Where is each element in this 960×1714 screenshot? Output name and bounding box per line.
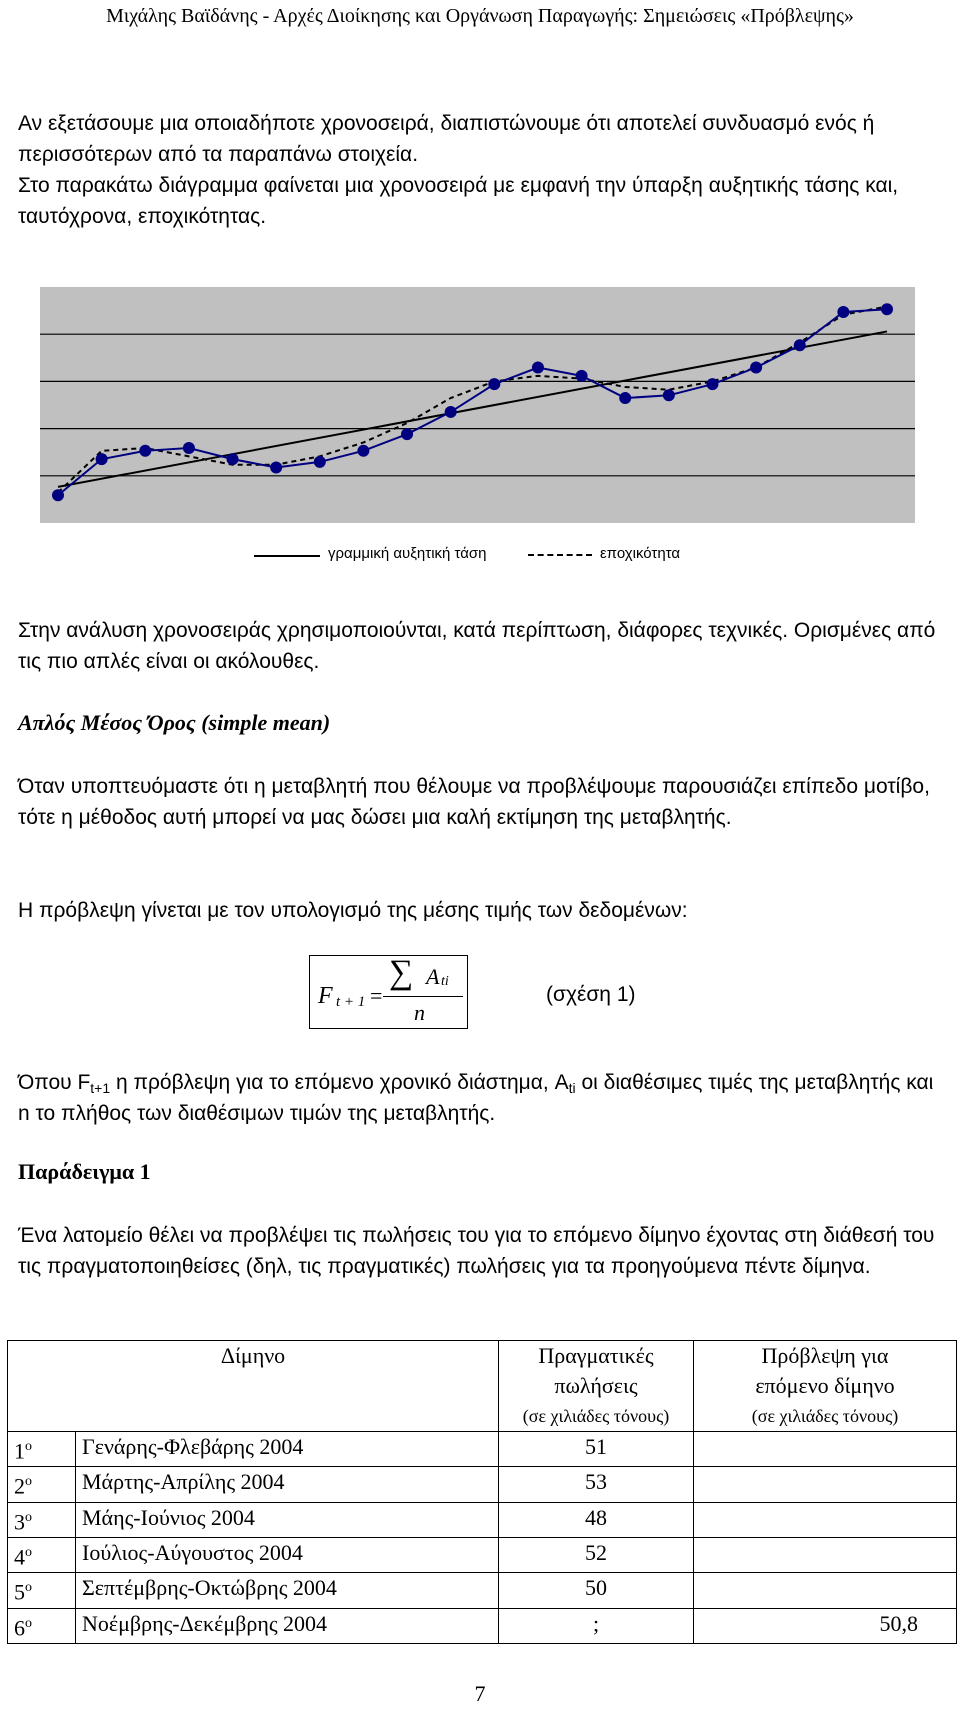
legend-dashed-line — [528, 554, 592, 556]
formula-A-subscript: ti — [441, 974, 449, 989]
simple-mean-paragraph-1: Όταν υποπτευόμαστε ότι η μεταβλητή που θέλουμε να προβλέψουμε παρουσιάζει επίπεδο μοτίβο, τότε η μέθοδος αυτή μπορεί να μας δώσει μια καλή εκτίμηση της μεταβλητής. — [18, 775, 930, 829]
chart-legend — [0, 543, 960, 567]
time-series-chart — [40, 287, 915, 523]
row-forecast — [694, 1537, 957, 1572]
row-actual: ; — [499, 1608, 694, 1643]
data-point — [52, 489, 64, 501]
row-number: 4 — [14, 1544, 25, 1570]
formula-F: F — [318, 983, 333, 1009]
legend-trend-label: γραμμική αυξητική τάση — [328, 545, 487, 562]
explanation-part-3: οι διαθέσιμες τιμές της μεταβλητής και n το πλήθος των διαθέσιμων τιμών της μεταβλητής. — [18, 1071, 934, 1125]
row-actual: 50 — [499, 1573, 694, 1608]
row-forecast — [694, 1467, 957, 1502]
row-period: Ιούλιος-Αύγουστος 2004 — [76, 1537, 499, 1572]
data-point — [750, 362, 762, 374]
header-actual — [499, 1341, 694, 1432]
table-row — [8, 1467, 957, 1502]
data-point — [706, 378, 718, 390]
example-paragraph: Ένα λατομείο θέλει να προβλέψει τις πωλήσεις του για το επόμενο δίμηνο έχοντας στη διάθεσή του τις πραγματοποιηθείσες (δηλ, τις πραγματικές) πωλήσεις για τα προηγούμενα πέντε δίμηνα. — [18, 1224, 935, 1278]
chart-plot-area — [40, 287, 915, 523]
row-forecast — [694, 1502, 957, 1537]
legend-solid-line — [254, 555, 320, 557]
data-point — [576, 370, 588, 382]
row-actual: 48 — [499, 1502, 694, 1537]
row-ordinal — [8, 1608, 76, 1643]
header-forecast-line-2: επόμενο δίμηνο — [755, 1373, 895, 1398]
explanation-sub-2: ti — [568, 1080, 576, 1096]
data-point — [488, 378, 500, 390]
data-point — [139, 445, 151, 457]
data-point — [270, 461, 282, 473]
formula-fraction-bar — [383, 996, 463, 997]
header-period: Δίμηνο — [8, 1341, 499, 1432]
data-point — [445, 406, 457, 418]
data-point — [663, 389, 675, 401]
header-forecast-line-1: Πρόβλεψη για — [761, 1343, 889, 1368]
simple-mean-heading: Απλός Μέσος Όρος (simple mean) — [18, 710, 331, 735]
header-actual-line-3: (σε χιλιάδες τόνους) — [522, 1406, 670, 1426]
table-row — [8, 1573, 957, 1608]
row-ordinal-suffix: ο — [25, 1509, 32, 1525]
formula-F-subscript: t + 1 — [336, 994, 366, 1010]
header-actual-line-1: Πραγματικές — [538, 1343, 654, 1368]
data-point — [401, 428, 413, 440]
data-point — [794, 339, 806, 351]
row-ordinal — [8, 1502, 76, 1537]
data-point — [619, 392, 631, 404]
table-header-row — [8, 1341, 957, 1432]
row-actual: 53 — [499, 1467, 694, 1502]
row-forecast: 50,8 — [694, 1608, 957, 1643]
row-number: 6 — [14, 1614, 25, 1640]
chart-svg — [40, 287, 915, 523]
row-ordinal — [8, 1432, 76, 1467]
formula-equals: = — [370, 983, 383, 1008]
data-point — [314, 456, 326, 468]
example-heading: Παράδειγμα 1 — [18, 1159, 151, 1184]
intro-paragraph-2: Στο παρακάτω διάγραμμα φαίνεται μια χρονοσειρά με εμφανή την ύπαρξη αυξητικής τάσης και, ταυτόχρονα, εποχικότητας. — [18, 174, 899, 228]
row-number: 1 — [14, 1438, 25, 1464]
row-period: Νοέμβρης-Δεκέμβρης 2004 — [76, 1608, 499, 1643]
data-point — [532, 362, 544, 374]
formula-relation-label: (σχέση 1) — [546, 983, 636, 1006]
row-number: 2 — [14, 1473, 25, 1499]
page-number: 7 — [474, 1681, 486, 1706]
row-ordinal-suffix: ο — [25, 1544, 32, 1560]
data-point — [837, 306, 849, 318]
formula-sigma: ∑ — [389, 954, 414, 991]
explanation-part-1: Όπου F — [18, 1071, 91, 1094]
row-ordinal-suffix: ο — [25, 1580, 32, 1596]
table-row — [8, 1432, 957, 1467]
row-forecast — [694, 1573, 957, 1608]
data-point — [227, 453, 239, 465]
header-forecast — [694, 1341, 957, 1432]
explanation-sub-1: t+1 — [90, 1080, 111, 1096]
analysis-paragraph: Στην ανάλυση χρονοσειράς χρησιμοποιούνται, κατά περίπτωση, διάφορες τεχνικές. Ορισμένες από τις πιο απλές είναι οι ακόλουθες. — [18, 619, 936, 673]
data-point — [357, 445, 369, 457]
row-number: 3 — [14, 1508, 25, 1534]
table-row — [8, 1608, 957, 1643]
explanation-part-2: η πρόβλεψη για το επόμενο χρονικό διάστημα, A — [110, 1071, 569, 1094]
intro-paragraph-1: Αν εξετάσουμε μια οποιαδήποτε χρονοσειρά, διαπιστώνουμε ότι αποτελεί συνδυασμό ενός ή περισσότερων από τα παραπάνω στοιχεία. — [18, 112, 875, 166]
row-actual: 52 — [499, 1537, 694, 1572]
table-row — [8, 1502, 957, 1537]
table-body — [8, 1432, 957, 1644]
sales-table — [7, 1340, 957, 1644]
header-forecast-line-3: (σε χιλιάδες τόνους) — [751, 1406, 899, 1426]
row-ordinal-suffix: ο — [25, 1439, 32, 1454]
header-actual-line-2: πωλήσεις — [554, 1373, 638, 1398]
row-period: Μάης-Ιούνιος 2004 — [76, 1502, 499, 1537]
row-period: Σεπτέμβρης-Οκτώβρης 2004 — [76, 1573, 499, 1608]
data-point — [881, 303, 893, 315]
row-ordinal-suffix: ο — [25, 1615, 32, 1631]
data-point — [183, 442, 195, 454]
formula-explanation — [18, 1067, 948, 1129]
row-ordinal — [8, 1467, 76, 1502]
row-ordinal-suffix: ο — [25, 1474, 32, 1490]
data-point — [96, 453, 108, 465]
row-forecast — [694, 1432, 957, 1467]
formula-box — [309, 955, 468, 1029]
row-period: Γενάρης-Φλεβάρης 2004 — [76, 1432, 499, 1467]
page-header: Μιχάλης Βαϊδάνης - Αρχές Διοίκησης και Οργάνωση Παραγωγής: Σημειώσεις «Πρόβλεψης» — [106, 5, 854, 27]
simple-mean-paragraph-2: Η πρόβλεψη γίνεται με τον υπολογισμό της μέσης τιμής των δεδομένων: — [18, 899, 688, 922]
formula-A: A — [426, 964, 440, 989]
table-row — [8, 1537, 957, 1572]
row-period: Μάρτης-Απρίλης 2004 — [76, 1467, 499, 1502]
row-number: 5 — [14, 1579, 25, 1605]
legend-seasonal-label: εποχικότητα — [600, 545, 681, 562]
formula-n: n — [414, 1000, 425, 1025]
row-ordinal — [8, 1573, 76, 1608]
row-actual: 51 — [499, 1432, 694, 1467]
row-ordinal — [8, 1537, 76, 1572]
